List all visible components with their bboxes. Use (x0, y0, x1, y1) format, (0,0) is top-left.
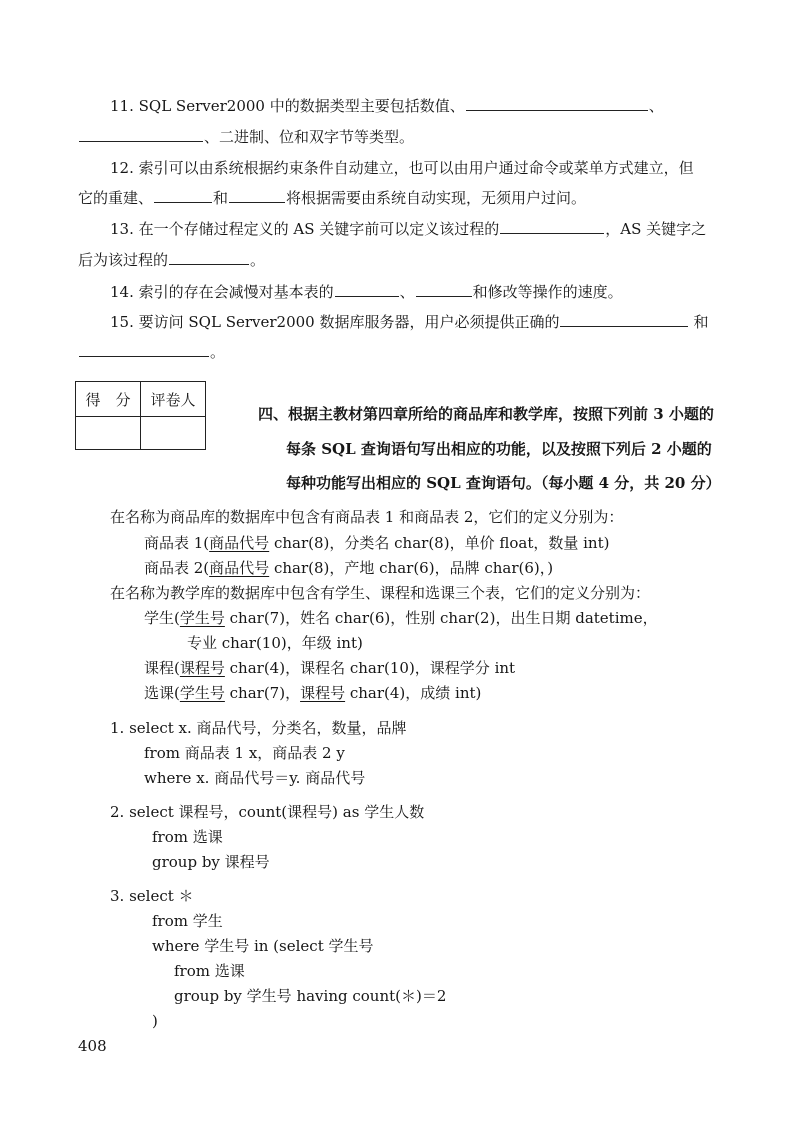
q12-text-b3: 将根据需要由系统自动实现，无须用户过问。 (286, 189, 587, 207)
q15-text-2: 和 (693, 313, 709, 331)
q14-blank-1[interactable] (335, 282, 399, 297)
q12-blank-1[interactable] (154, 188, 212, 203)
score-table (75, 381, 206, 450)
q14-text-2: 、 (399, 283, 415, 301)
x-mid: char(7)， (224, 684, 301, 702)
page-number: 408 (78, 1037, 107, 1055)
q13-text-a2: ，AS 关键字之 (605, 220, 707, 238)
c-post: char(4)，课程名 char(10)，课程学分 int (224, 659, 516, 677)
q3-line-4: from 选课 (174, 962, 245, 980)
t2-pre: 商品表 2( (144, 559, 210, 577)
q15-blank-1[interactable] (560, 312, 688, 327)
q12-line2 (78, 188, 586, 208)
q12-line1 (110, 158, 694, 178)
q13-blank-1[interactable] (500, 219, 604, 234)
t2-key: 商品代号 (209, 559, 270, 577)
q3-line-3: where 学生号 in (select 学生号 (152, 937, 374, 955)
q2-line-3: group by 课程号 (152, 853, 270, 871)
schema-table-2 (144, 558, 553, 578)
q11-text-b: 、二进制、位和双字节等类型。 (204, 128, 415, 146)
q12-text-b1: 它的重建、 (78, 189, 154, 207)
reviewer-label: 评卷人 (141, 382, 206, 417)
q14-line (110, 282, 623, 302)
score-label: 得 分 (76, 382, 141, 417)
reviewer-cell[interactable] (141, 417, 206, 450)
q12-text-a: 12. 索引可以由系统根据约束条件自动建立，也可以由用户通过命令或菜单方式建立，但 (110, 159, 694, 177)
q13-text-a1: 13. 在一个存储过程定义的 AS 关键字前可以定义该过程的 (110, 220, 500, 238)
schema-intro-1: 在名称为商品库的数据库中包含有商品表 1 和商品表 2，它们的定义分别为： (110, 508, 624, 526)
q15-blank-2[interactable] (79, 342, 209, 357)
q11-line1 (110, 96, 664, 116)
q15-line1 (110, 312, 709, 332)
schema-intro-2: 在名称为教学库的数据库中包含有学生、课程和选课三个表，它们的定义分别为： (110, 584, 651, 602)
q11-blank-2[interactable] (79, 127, 203, 142)
q14-blank-2[interactable] (416, 282, 472, 297)
score-cell[interactable] (76, 417, 141, 450)
q11-blank-1[interactable] (466, 96, 648, 111)
q11-text-a: 11. SQL Server2000 中的数据类型主要包括数值、 (110, 97, 465, 115)
s-key: 学生号 (179, 609, 225, 627)
q13-text-b1: 后为该过程的 (78, 251, 169, 269)
x-pre: 选课( (144, 684, 180, 702)
q14-text-3: 和修改等操作的速度。 (472, 283, 623, 301)
q3-line-2: from 学生 (152, 912, 223, 930)
q1-line-2: from 商品表 1 x，商品表 2 y (144, 744, 345, 762)
q2-line-2: from 选课 (152, 828, 223, 846)
c-key: 课程号 (179, 659, 225, 677)
schema-student (144, 608, 658, 628)
s-pre: 学生( (144, 609, 180, 627)
x-key2: 课程号 (300, 684, 346, 702)
section4-heading-3: 每种功能写出相应的 SQL 查询语句。（每小题 4 分，共 20 分） (286, 474, 721, 492)
q13-text-b2: 。 (250, 251, 266, 269)
q12-text-b2: 和 (213, 189, 229, 207)
section4-heading-2: 每条 SQL 查询语句写出相应的功能，以及按照下列后 2 小题的 (286, 440, 712, 458)
schema-student-cont: 专业 char(10)，年级 int) (187, 634, 363, 652)
t2-post: char(8)，产地 char(6)，品牌 char(6)，) (269, 559, 554, 577)
c-pre: 课程( (144, 659, 180, 677)
s-post: char(7)，姓名 char(6)，性别 char(2)，出生日期 datetime， (224, 609, 658, 627)
q13-line2 (78, 250, 265, 270)
q15-text-1: 15. 要访问 SQL Server2000 数据库服务器，用户必须提供正确的 (110, 313, 560, 331)
q3-line-5: group by 学生号 having count(＊)＝2 (174, 987, 447, 1005)
schema-enroll (144, 683, 481, 703)
q13-line1 (110, 219, 706, 239)
q11-comma: 、 (648, 97, 664, 115)
q15-end: 。 (210, 343, 226, 361)
q1-line-1: 1. select x. 商品代号，分类名，数量，品牌 (110, 719, 407, 737)
section4-heading-1: 四、根据主教材第四章所给的商品库和教学库，按照下列前 3 小题的 (258, 405, 714, 423)
q15-line2 (78, 342, 225, 362)
q1-line-3: where x. 商品代号＝y. 商品代号 (144, 769, 366, 787)
x-key1: 学生号 (179, 684, 225, 702)
t1-key: 商品代号 (209, 534, 270, 552)
schema-course (144, 658, 515, 678)
q12-blank-2[interactable] (229, 188, 285, 203)
q2-line-1: 2. select 课程号，count(课程号) as 学生人数 (110, 803, 425, 821)
x-post: char(4)，成绩 int) (345, 684, 482, 702)
q14-text-1: 14. 索引的存在会减慢对基本表的 (110, 283, 334, 301)
schema-table-1 (144, 533, 609, 553)
q3-line-6: ) (152, 1012, 158, 1030)
q11-line2 (78, 127, 414, 147)
q3-line-1: 3. select ＊ (110, 887, 194, 905)
q13-blank-2[interactable] (169, 250, 249, 265)
t1-pre: 商品表 1( (144, 534, 210, 552)
t1-post: char(8)，分类名 char(8)，单价 float，数量 int) (269, 534, 610, 552)
